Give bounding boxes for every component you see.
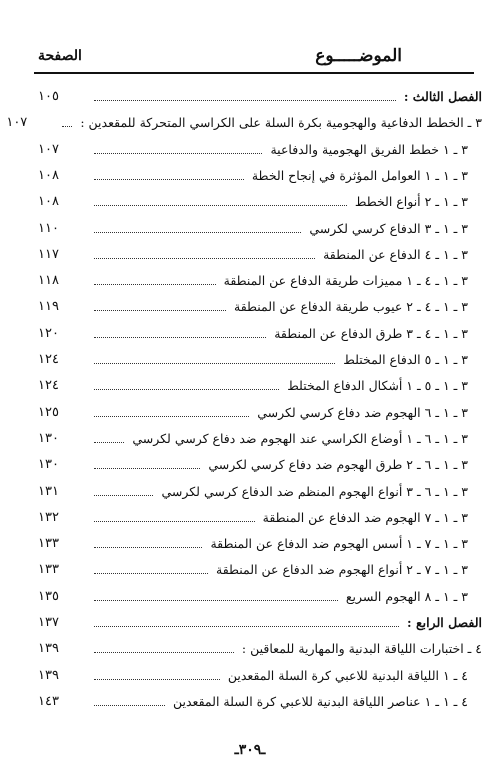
toc-entry: [34, 242, 482, 264]
toc-entry: [6, 110, 482, 132]
toc-entry-page: ١٣٥: [38, 588, 59, 604]
toc-entry: [34, 531, 482, 553]
toc-entry-title: الفصل الرابع :: [406, 615, 482, 630]
toc-entry: [34, 426, 482, 448]
dot-leader: [94, 337, 266, 338]
topic-column-heading: الموضـــــوع: [315, 46, 402, 66]
toc-entry-title: ٣ ـ ١ ـ ٧ ـ ١ أسس الهجوم ضد الدفاع عن المنطقة: [210, 536, 468, 552]
dot-leader: [94, 626, 399, 627]
toc-entry-page: ١٣٣: [38, 562, 59, 578]
dot-leader: [94, 363, 335, 364]
toc-entry: [34, 663, 482, 685]
toc-entry: [34, 268, 482, 290]
toc-entry: [34, 400, 482, 422]
toc-entry: [34, 294, 482, 316]
toc-entry: [34, 321, 482, 343]
toc-entry: [34, 137, 482, 159]
toc-entry-title: ٣ ـ ١ ـ ٤ ـ ١ مميزات طريقة الدفاع عن المنطقة: [223, 273, 468, 289]
dot-leader: [94, 153, 262, 154]
toc-entry-title: ٤ ـ اختبارات اللياقة البدنية والمهارية للمعاقين :: [241, 641, 482, 657]
toc-entry-title: ٣ ـ ١ ـ ٥ الدفاع المختلط: [343, 352, 468, 367]
toc-entry-page: ١١٧: [38, 246, 59, 262]
toc-entry-page: ١٣٣: [38, 536, 59, 552]
toc-entry-title: ٣ ـ ١ ـ ٦ ـ ٣ أنواع الهجوم المنظم ضد الدفاع كرسي لكرسي: [161, 483, 468, 499]
toc-entry-title: ٤ ـ ١ اللياقة البدنية للاعبي كرة السلة المقعدين: [227, 667, 468, 683]
toc-entry: [34, 216, 482, 238]
toc-entry-title: ٣ ـ ١ ـ ٣ الدفاع كرسي لكرسي: [309, 220, 468, 236]
toc-entry: [34, 505, 482, 527]
toc-entry-title: ٣ ـ ١ ـ ٦ ـ ٢ طرق الهجوم ضد دفاع كرسي لكرسي: [208, 457, 468, 473]
dot-leader: [94, 600, 338, 601]
toc-entry: [34, 557, 482, 579]
toc-entry-title: ٣ ـ ١ ـ ٢ أنواع الخطط: [354, 194, 468, 210]
toc-entry-page: ١٣٧: [38, 615, 59, 630]
toc-entry-title: ٣ ـ ١ ـ ٦ ـ ١ أوضاع الكراسي عند الهجوم ضد دفاع كرسي لكرسي: [132, 430, 468, 446]
dot-leader: [94, 232, 301, 233]
toc-entry: [34, 189, 482, 211]
dot-leader: [94, 547, 202, 548]
dot-leader: [94, 521, 255, 522]
dot-leader: [94, 205, 347, 206]
dot-leader: [94, 179, 244, 180]
toc-entry-title: ٣ ـ ١ ـ ٤ الدفاع عن المنطقة: [323, 246, 468, 262]
toc-entry-title: ٣ ـ ١ ـ ٧ الهجوم ضد الدفاع عن المنطقة: [262, 509, 468, 525]
toc-entry-title: ٣ ـ ١ ـ ٨ الهجوم السريع: [345, 588, 468, 604]
toc-entry: [34, 373, 482, 395]
dot-leader: [94, 468, 200, 469]
toc-entry: [34, 452, 482, 474]
toc-entry: [34, 479, 482, 501]
toc-entry-page: ١٣٢: [38, 509, 59, 525]
dot-leader: [94, 705, 165, 706]
toc-entry-page: ١٠٧: [38, 141, 59, 157]
toc-entry: [34, 610, 482, 632]
dot-leader: [94, 100, 396, 101]
dot-leader: [94, 284, 216, 285]
toc-entry-page: ١٢٤: [38, 378, 59, 394]
toc-entry-title: ٣ ـ الخطط الدفاعية والهجومية بكرة السلة على الكراسي المتحركة للمقعدين :: [80, 115, 482, 131]
dot-leader: [94, 389, 279, 390]
toc-entry-page: ١١٠: [38, 220, 59, 236]
toc-entry: [34, 584, 482, 606]
toc-entry-page: ١٢٠: [38, 325, 59, 341]
toc-entry-page: ١٠٨: [38, 167, 59, 183]
toc-entry-page: ١١٩: [38, 299, 59, 315]
page-number: ـ٣٠٩ـ: [234, 742, 266, 758]
toc-entry-title: ٣ ـ ١ ـ ٤ ـ ٢ عيوب طريقة الدفاع عن المنطقة: [234, 299, 468, 315]
dot-leader: [94, 573, 208, 574]
toc-entry-title: ٣ ـ ١ ـ ٥ ـ ١ أشكال الدفاع المختلط: [287, 378, 468, 394]
dot-leader: [94, 258, 315, 259]
toc-entry-page: ١١٨: [38, 273, 59, 289]
toc-entry-page: ١٠٨: [38, 194, 59, 210]
toc-entry-page: ١٢٥: [38, 404, 59, 420]
toc-entry: [34, 84, 482, 106]
toc-entry: [34, 347, 482, 369]
dot-leader: [94, 495, 153, 496]
toc-entry-page: ١٤٣: [38, 693, 59, 709]
toc-entry-title: ٣ ـ ١ ـ ٤ ـ ٣ طرق الدفاع عن المنطقة: [274, 325, 468, 341]
toc-entry-page: ١٣١: [38, 483, 59, 499]
toc-entry-page: ١٣٠: [38, 457, 59, 473]
toc-entry-title: ٤ ـ ١ ـ ١ عناصر اللياقة البدنية للاعبي كرة السلة المقعدين: [173, 693, 468, 709]
dot-leader: [94, 442, 124, 443]
page-column-heading: الصفحة: [38, 48, 82, 64]
toc-entry-page: ١٣٩: [38, 641, 59, 657]
toc-entry-title: ٣ ـ ١ ـ ٧ ـ ٢ أنواع الهجوم ضد الدفاع عن المنطقة: [216, 562, 468, 578]
toc-entry-title: ٣ ـ ١ ـ ٦ الهجوم ضد دفاع كرسي لكرسي: [257, 404, 468, 420]
toc-entry-page: ١٢٤: [38, 352, 59, 367]
dot-leader: [94, 652, 234, 653]
toc-entry-title: الفصل الثالث :: [403, 89, 482, 104]
toc-entry-page: ١٣٩: [38, 667, 59, 683]
toc-entry-page: ١٠٧: [6, 115, 28, 131]
dot-leader: [94, 679, 220, 680]
toc-entry: [34, 689, 482, 711]
dot-leader: [94, 310, 226, 311]
toc-entry-title: ٣ ـ ١ خطط الفريق الهجومية والدفاعية: [270, 141, 468, 157]
toc-header: [34, 44, 474, 74]
dot-leader: [62, 126, 72, 127]
toc-entry-page: ١٠٥: [38, 89, 59, 104]
toc-entry: [34, 163, 482, 185]
toc-entry: [34, 636, 482, 658]
toc-entry-page: ١٣٠: [38, 430, 59, 446]
toc-entry-title: ٣ ـ ١ ـ ١ العوامل المؤثرة في إنجاح الخطة: [251, 167, 468, 183]
dot-leader: [94, 416, 249, 417]
